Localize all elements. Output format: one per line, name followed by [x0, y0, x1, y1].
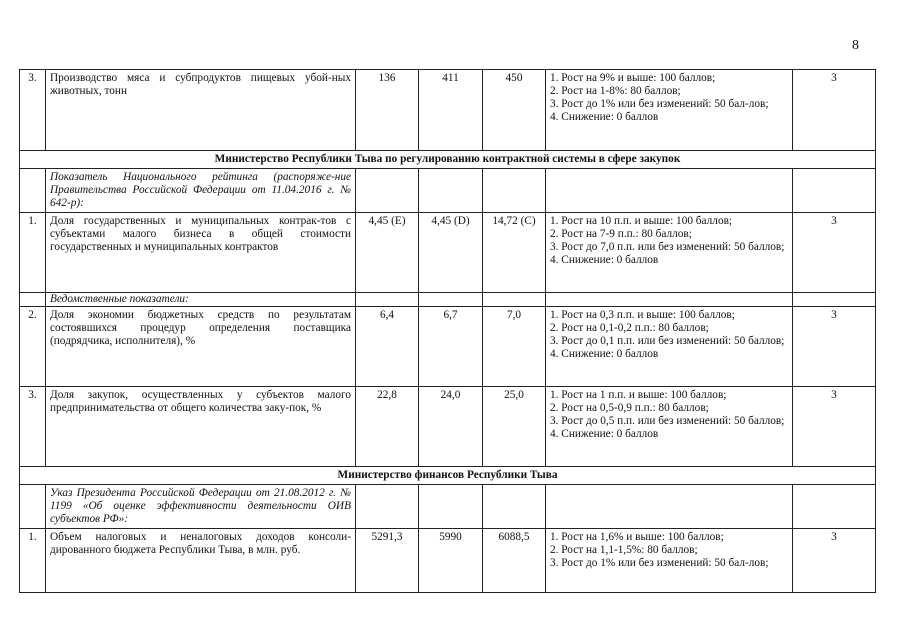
- criteria-line: 4. Снижение: 0 баллов: [550, 348, 659, 360]
- weight-cell: 3: [793, 70, 876, 151]
- criteria-line: 1. Рост на 9% и выше: 100 баллов;: [550, 72, 716, 84]
- value-cell: 14,72 (С): [483, 213, 546, 293]
- table-row: [20, 529, 876, 593]
- table-row: [20, 213, 876, 293]
- subheading-text: Показатель Национального рейтинга (распоряже-ние Правительства Российской Федерации от 11.04.2016 г. № 642-р):: [46, 169, 356, 213]
- criteria-line: 4. Снижение: 0 баллов: [550, 111, 659, 123]
- criteria-line: 2. Рост на 7-9 п.п.: 80 баллов;: [550, 228, 692, 240]
- value-cell: 6,7: [419, 307, 483, 387]
- criteria-line: 3. Рост до 1% или без изменений: 50 бал-лов;: [550, 557, 769, 569]
- criteria-cell: [546, 307, 793, 387]
- criteria-line: 2. Рост на 1,1-1,5%: 80 баллов;: [550, 544, 698, 556]
- criteria-line: 1. Рост на 1 п.п. и выше: 100 баллов;: [550, 389, 727, 401]
- criteria-cell: [546, 529, 793, 593]
- criteria-line: 2. Рост на 1-8%: 80 баллов;: [550, 85, 681, 97]
- section-row: [20, 467, 876, 485]
- criteria-line: 4. Снижение: 0 баллов: [550, 428, 659, 440]
- subheading-row: [20, 293, 876, 307]
- criteria-line: 1. Рост на 0,3 п.п. и выше: 100 баллов;: [550, 309, 735, 321]
- indicator-name: Доля государственных и муниципальных контрак-тов с субъектами малого бизнеса в общей стоимости государственных и муниципальных контрактов: [46, 213, 356, 293]
- value-cell: 4,45 (D): [419, 213, 483, 293]
- criteria-line: 4. Снижение: 0 баллов: [550, 254, 659, 266]
- value-cell: 25,0: [483, 387, 546, 467]
- value-cell: 5990: [419, 529, 483, 593]
- section-heading: Министерство финансов Республики Тыва: [20, 467, 876, 485]
- criteria-line: 3. Рост до 0,5 п.п. или без изменений: 50 баллов;: [550, 415, 785, 427]
- criteria-line: 3. Рост до 1% или без изменений: 50 бал-лов;: [550, 98, 769, 110]
- indicator-name: Доля экономии бюджетных средств по результатам состоявшихся процедур определения поставщика (подрядчика, исполнителя), %: [46, 307, 356, 387]
- criteria-line: 2. Рост на 0,1-0,2 п.п.: 80 баллов;: [550, 322, 709, 334]
- criteria-cell: [546, 70, 793, 151]
- value-cell: 7,0: [483, 307, 546, 387]
- subheading-text: Ведомственные показатели:: [46, 293, 356, 307]
- row-number: 1.: [20, 529, 46, 593]
- value-cell: 411: [419, 70, 483, 151]
- value-cell: 4,45 (Е): [356, 213, 419, 293]
- indicator-name: Объем налоговых и неналоговых доходов консоли-дированного бюджета Республики Тыва, в млн. руб.: [46, 529, 356, 593]
- table-row: [20, 387, 876, 467]
- criteria-cell: [546, 213, 793, 293]
- criteria-line: 2. Рост на 0,5-0,9 п.п.: 80 баллов;: [550, 402, 709, 414]
- row-number: 3.: [20, 70, 46, 151]
- section-row: [20, 151, 876, 169]
- indicators-table: [19, 69, 876, 593]
- weight-cell: 3: [793, 307, 876, 387]
- row-number: 1.: [20, 213, 46, 293]
- weight-cell: 3: [793, 213, 876, 293]
- value-cell: 136: [356, 70, 419, 151]
- value-cell: 450: [483, 70, 546, 151]
- value-cell: 6,4: [356, 307, 419, 387]
- value-cell: 24,0: [419, 387, 483, 467]
- row-number: 2.: [20, 307, 46, 387]
- section-heading: Министерство Республики Тыва по регулированию контрактной системы в сфере закупок: [20, 151, 876, 169]
- criteria-cell: [546, 387, 793, 467]
- value-cell: 5291,3: [356, 529, 419, 593]
- table-row: [20, 307, 876, 387]
- table-row: [20, 70, 876, 151]
- value-cell: 22,8: [356, 387, 419, 467]
- subheading-text: Указ Президента Российской Федерации от 21.08.2012 г. № 1199 «Об оценке эффективности деятельности ОИВ субъектов РФ»:: [46, 485, 356, 529]
- indicator-name: Доля закупок, осуществленных у субъектов малого предпринимательства от общего количества заку-пок, %: [46, 387, 356, 467]
- row-number: 3.: [20, 387, 46, 467]
- subheading-row: [20, 485, 876, 529]
- indicator-name: Производство мяса и субпродуктов пищевых убой-ных животных, тонн: [46, 70, 356, 151]
- criteria-line: 1. Рост на 1,6% и выше: 100 баллов;: [550, 531, 724, 543]
- criteria-line: 3. Рост до 7,0 п.п. или без изменений: 50 баллов;: [550, 241, 785, 253]
- value-cell: 6088,5: [483, 529, 546, 593]
- criteria-line: 1. Рост на 10 п.п. и выше: 100 баллов;: [550, 215, 733, 227]
- criteria-line: 3. Рост до 0,1 п.п. или без изменений: 50 баллов;: [550, 335, 785, 347]
- weight-cell: 3: [793, 529, 876, 593]
- weight-cell: 3: [793, 387, 876, 467]
- subheading-row: [20, 169, 876, 213]
- page-number: 8: [852, 38, 859, 53]
